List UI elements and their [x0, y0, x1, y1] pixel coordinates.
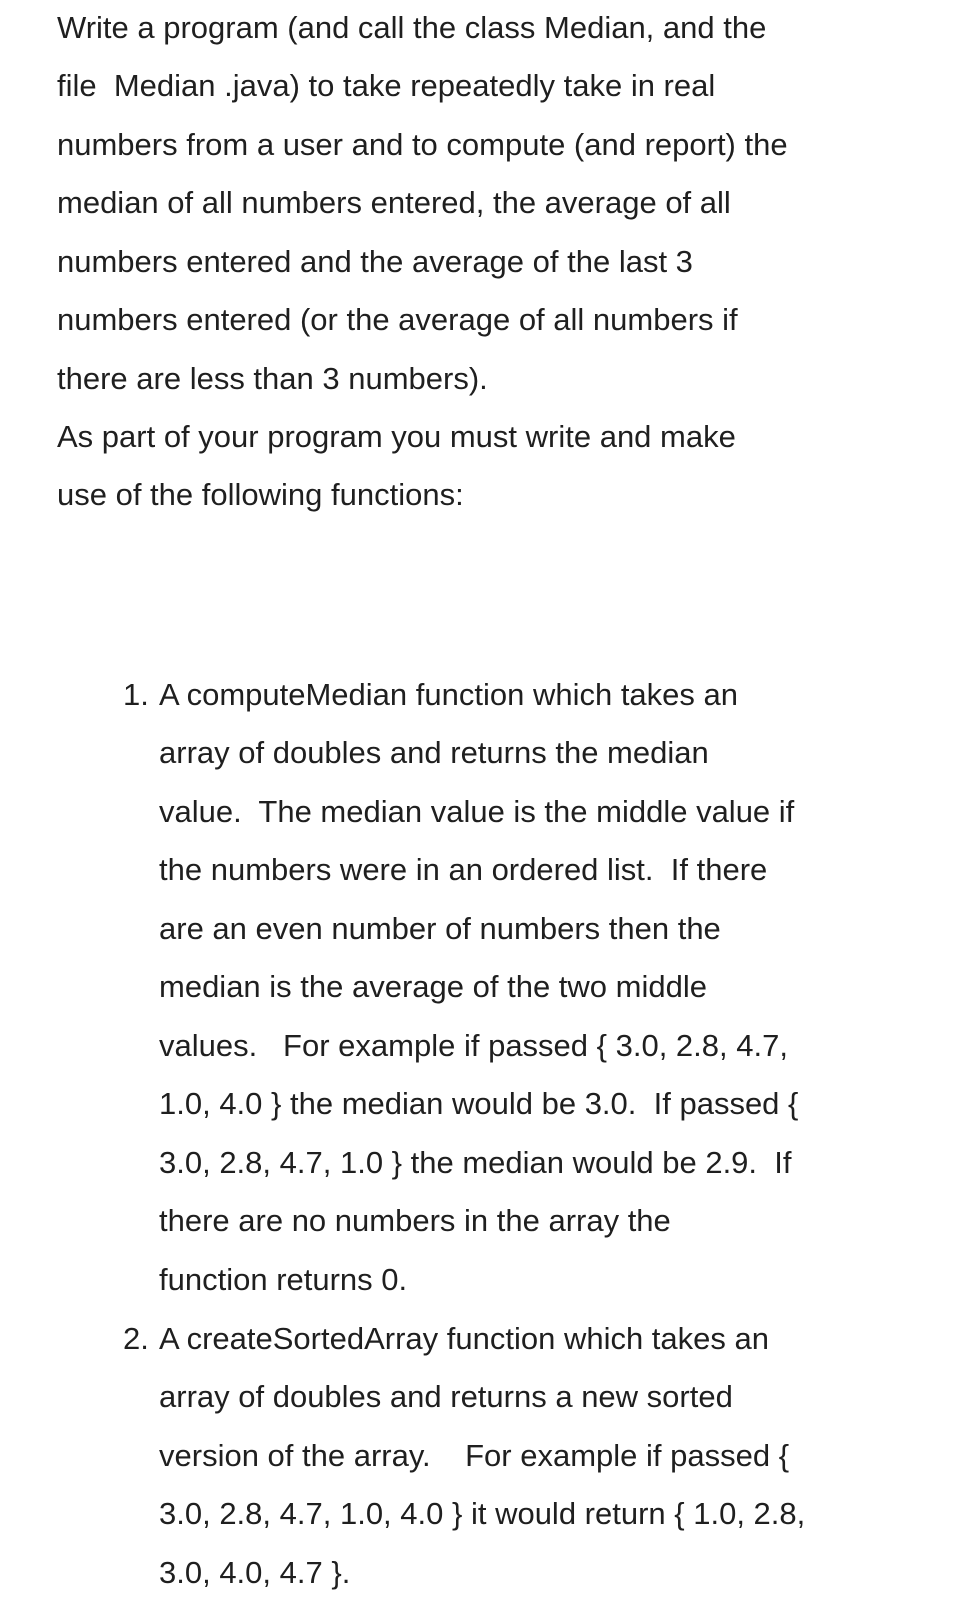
list-item-line: values. For example if passed { 3.0, 2.8, 4.7, [159, 1028, 788, 1063]
intro-line: use of the following functions: [57, 477, 464, 512]
list-item-line: 1.0, 4.0 } the median would be 3.0. If passed { [159, 1086, 799, 1121]
list-item-line: 3.0, 2.8, 4.7, 1.0, 4.0 } it would return { 1.0, 2.8, [159, 1496, 806, 1531]
list-item-line: function returns 0. [159, 1262, 408, 1297]
intro-line: Write a program (and call the class Median, and the [57, 10, 767, 45]
list-item-line: 3.0, 4.0, 4.7 }. [159, 1555, 351, 1590]
list-item-line: are an even number of numbers then the [159, 911, 721, 946]
intro-line: numbers entered (or the average of all numbers if [57, 302, 738, 337]
intro-line: As part of your program you must write and make [57, 419, 736, 454]
list-item-line: A createSortedArray function which takes an [159, 1321, 769, 1356]
intro-line: median of all numbers entered, the average of all [57, 185, 731, 220]
list-item-line: array of doubles and returns a new sorted [159, 1379, 733, 1414]
list-item-line: the numbers were in an ordered list. If there [159, 852, 768, 887]
list-item-line: there are no numbers in the array the [159, 1203, 671, 1238]
list-marker: 1. [123, 677, 149, 712]
intro-line: file Median .java) to take repeatedly take in real [57, 68, 716, 103]
list-marker: 2. [123, 1321, 149, 1356]
list-item-line: A computeMedian function which takes an [159, 677, 739, 712]
intro-line: numbers from a user and to compute (and report) the [57, 127, 788, 162]
list-item-line: median is the average of the two middle [159, 969, 707, 1004]
list-item-line: 3.0, 2.8, 4.7, 1.0 } the median would be 2.9. If [159, 1145, 792, 1180]
list-item-line: array of doubles and returns the median [159, 735, 709, 770]
list-item-line: value. The median value is the middle value if [159, 794, 795, 829]
intro-line: there are less than 3 numbers). [57, 361, 488, 396]
intro-line: numbers entered and the average of the last 3 [57, 244, 693, 279]
list-item-line: version of the array. For example if passed { [159, 1438, 790, 1473]
